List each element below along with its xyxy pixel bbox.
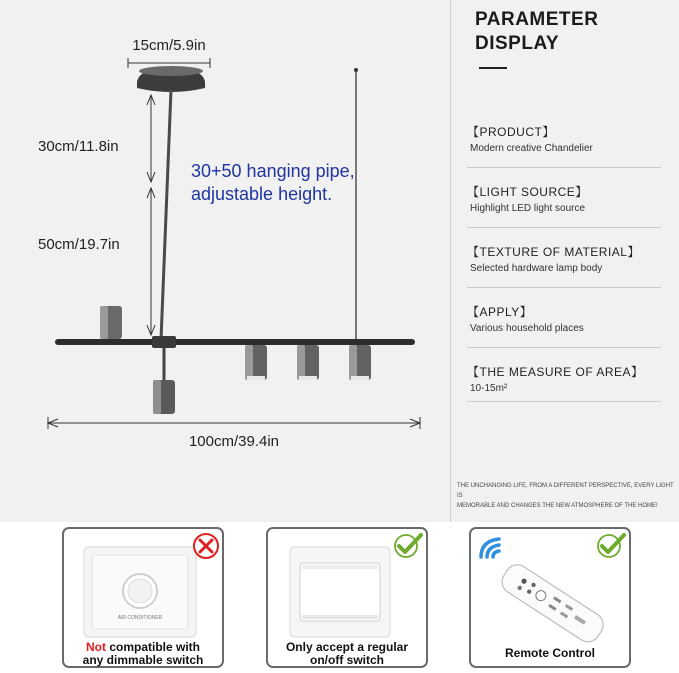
upper-pipe-label: 30cm/11.8in xyxy=(38,138,119,155)
rocker-switch-image xyxy=(288,541,398,641)
parameter-title xyxy=(475,8,598,56)
onoff-caption xyxy=(268,641,426,667)
switch-compatibility-section xyxy=(0,522,679,673)
param-value: Highlight LED light source xyxy=(470,203,586,214)
width-dimension-label: 15cm/5.9in xyxy=(132,37,206,54)
lamp-shade xyxy=(349,345,371,380)
param-value: 10-15m² xyxy=(470,383,508,394)
length-dimension-label: 100cm/39.4in xyxy=(188,433,280,450)
caption-line2: any dimmable switch xyxy=(82,653,204,667)
dimmer-knob-text: AIR CONDITIONER xyxy=(117,615,163,621)
param-area xyxy=(467,365,661,402)
parameter-title-line2: DISPLAY xyxy=(475,33,560,54)
param-value: Various household places xyxy=(470,323,584,334)
dimmer-caption xyxy=(64,641,222,667)
check-icon xyxy=(595,531,627,559)
param-value: Selected hardware lamp body xyxy=(470,263,603,274)
lower-pipe-label: 50cm/19.7in xyxy=(38,236,120,253)
param-label: 【PRODUCT】 xyxy=(467,125,555,139)
caption-rest: compatible with xyxy=(105,640,200,654)
length-dimension-arrow xyxy=(48,417,420,429)
param-label: 【APPLY】 xyxy=(467,305,533,319)
param-apply xyxy=(467,305,661,348)
dimmer-switch-image xyxy=(82,539,210,639)
hanging-pipe xyxy=(161,90,171,340)
remote-control-card xyxy=(469,527,631,668)
pipe-dimension-arrows xyxy=(147,95,155,335)
param-label: 【LIGHT SOURCE】 xyxy=(467,185,588,199)
adjustable-note-line1: 30+50 hanging pipe, xyxy=(191,161,355,181)
param-label: 【THE MEASURE OF AREA】 xyxy=(467,365,644,379)
param-label: 【TEXTURE OF MATERIAL】 xyxy=(467,245,640,259)
param-value: Modern creative Chandelier xyxy=(470,143,593,154)
remote-caption: Remote Control xyxy=(505,646,595,660)
footer-line2: MEMORABLE AND CHANGES THE NEW ATMOSPHERE OF THE HOME! xyxy=(457,503,658,509)
param-light-source xyxy=(467,185,661,228)
footer-line1: THE UNCHANGING LIFE, FROM A DIFFERENT PERSPECTIVE, EVERY LIGHT IS xyxy=(457,483,674,499)
lamp-shade xyxy=(153,348,175,414)
onoff-switch-card xyxy=(266,527,428,668)
adjustable-note-line2: adjustable height. xyxy=(191,184,333,204)
caption-line2: on/off switch xyxy=(310,653,384,667)
not-word: Not xyxy=(85,640,106,654)
title-underline xyxy=(479,67,507,69)
param-material xyxy=(467,245,661,288)
param-product xyxy=(467,125,661,168)
check-icon xyxy=(392,531,424,559)
parameter-display xyxy=(451,0,679,522)
light-bar xyxy=(55,339,415,345)
lamp-shade xyxy=(245,345,267,380)
caption-line1: Only accept a regular xyxy=(285,640,409,654)
remote-control-image xyxy=(499,559,609,647)
cross-icon xyxy=(192,532,220,560)
parameter-footer xyxy=(457,481,679,511)
dimmer-switch-card xyxy=(62,527,224,668)
lamp-shade xyxy=(297,345,319,380)
parameter-title-line1: PARAMETER xyxy=(475,9,599,30)
lamp-shade xyxy=(100,306,122,339)
